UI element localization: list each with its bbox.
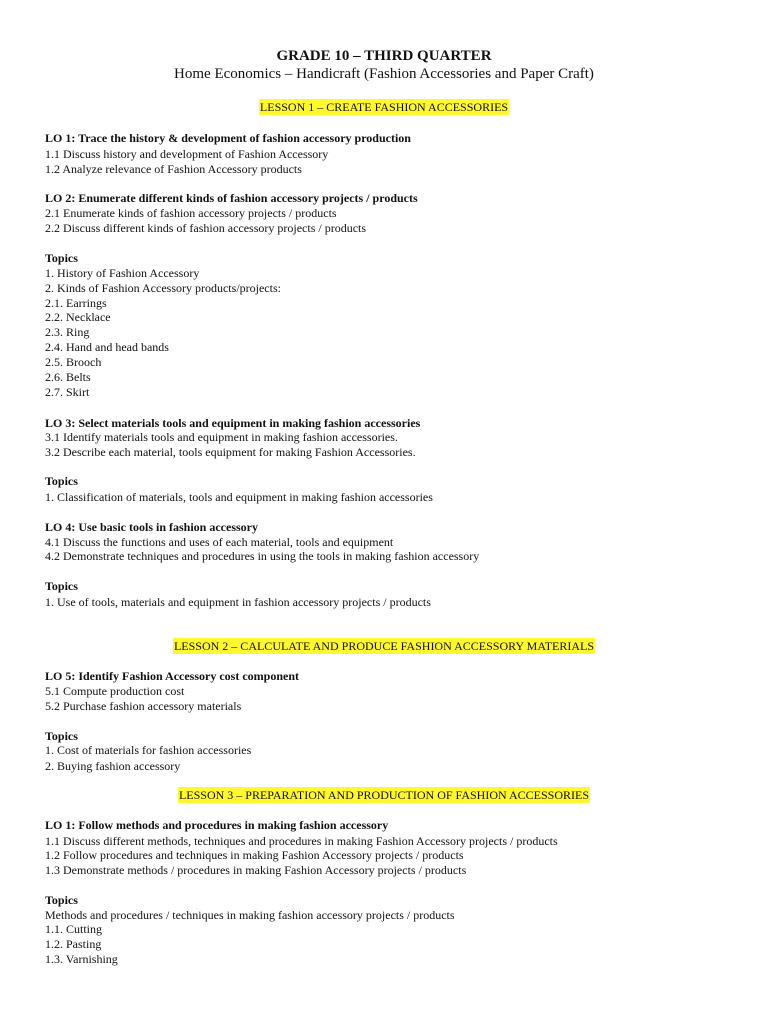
lesson-3-heading [0,788,768,803]
lo1b-item-3: 1.3 Demonstrate methods / procedures in making Fashion Accessory projects / products [45,863,467,877]
lo1b-item-1: 1.1 Discuss different methods, techniques and procedures in making Fashion Accessory projects / products [45,834,558,848]
highlighted-lesson-text: LESSON 1 – CREATE FASHION ACCESSORIES [259,100,509,114]
lo1-heading: LO 1: Trace the history & development of fashion accessory production [45,131,411,145]
topics-4-heading: Topics [45,729,78,743]
topics-1-item-3: 2.1. Earrings [45,296,107,310]
lo2-heading: LO 2: Enumerate different kinds of fashion accessory projects / products [45,191,418,205]
topics-5-item-1: Methods and procedures / techniques in making fashion accessory projects / products [45,908,455,922]
lo1b-heading: LO 1: Follow methods and procedures in making fashion accessory [45,818,389,832]
topics-4-item-2: 2. Buying fashion accessory [45,759,181,773]
topics-1-item-5: 2.3. Ring [45,325,90,339]
lo5-heading: LO 5: Identify Fashion Accessory cost component [45,669,299,683]
lo2-item-2: 2.2 Discuss different kinds of fashion accessory projects / products [45,221,367,235]
document-subtitle: Home Economics – Handicraft (Fashion Accessories and Paper Craft) [174,66,594,82]
lo3-item-2: 3.2 Describe each material, tools equipment for making Fashion Accessories. [45,445,416,459]
lesson-2-heading [0,639,768,654]
lo1b-item-2: 1.2 Follow procedures and techniques in making Fashion Accessory projects / products [45,848,464,862]
topics-1-item-2: 2. Kinds of Fashion Accessory products/projects: [45,281,281,295]
lo5-item-2: 5.2 Purchase fashion accessory materials [45,699,242,713]
lo1-item-1: 1.1 Discuss history and development of Fashion Accessory [45,147,329,161]
topics-4-item-1: 1. Cost of materials for fashion accessories [45,743,252,757]
topics-1-item-6: 2.4. Hand and head bands [45,340,169,354]
lo4-heading: LO 4: Use basic tools in fashion accessory [45,520,258,534]
lo3-item-1: 3.1 Identify materials tools and equipment in making fashion accessories. [45,430,398,444]
topics-1-item-9: 2.7. Skirt [45,385,90,399]
lo5-item-1: 5.1 Compute production cost [45,684,185,698]
lo3-heading: LO 3: Select materials tools and equipment in making fashion accessories [45,416,421,430]
lo4-item-2: 4.2 Demonstrate techniques and procedures in using the tools in making fashion accessory [45,549,480,563]
topics-5-item-2: 1.1. Cutting [45,922,103,936]
topics-2-item-1: 1. Classification of materials, tools and equipment in making fashion accessories [45,490,433,504]
topics-3-heading: Topics [45,579,78,593]
topics-1-heading: Topics [45,251,78,265]
topics-5-item-3: 1.2. Pasting [45,937,102,951]
topics-1-item-4: 2.2. Necklace [45,310,111,324]
topics-1-item-1: 1. History of Fashion Accessory [45,266,200,280]
topics-1-item-7: 2.5. Brooch [45,355,102,369]
topics-1-item-8: 2.6. Belts [45,370,91,384]
lo2-item-1: 2.1 Enumerate kinds of fashion accessory projects / products [45,206,337,220]
lesson-1-heading [0,100,768,115]
lo1-item-2: 1.2 Analyze relevance of Fashion Accessory products [45,162,302,176]
topics-5-heading: Topics [45,893,78,907]
highlighted-lesson-text: LESSON 3 – PREPARATION AND PRODUCTION OF FASHION ACCESSORIES [178,788,590,802]
document-title: GRADE 10 – THIRD QUARTER [276,48,492,64]
topics-3-item-1: 1. Use of tools, materials and equipment in fashion accessory projects / products [45,595,431,609]
lo4-item-1: 4.1 Discuss the functions and uses of each material, tools and equipment [45,535,394,549]
highlighted-lesson-text: LESSON 2 – CALCULATE AND PRODUCE FASHION ACCESSORY MATERIALS [173,639,595,653]
topics-2-heading: Topics [45,474,78,488]
topics-5-item-4: 1.3. Varnishing [45,952,118,966]
